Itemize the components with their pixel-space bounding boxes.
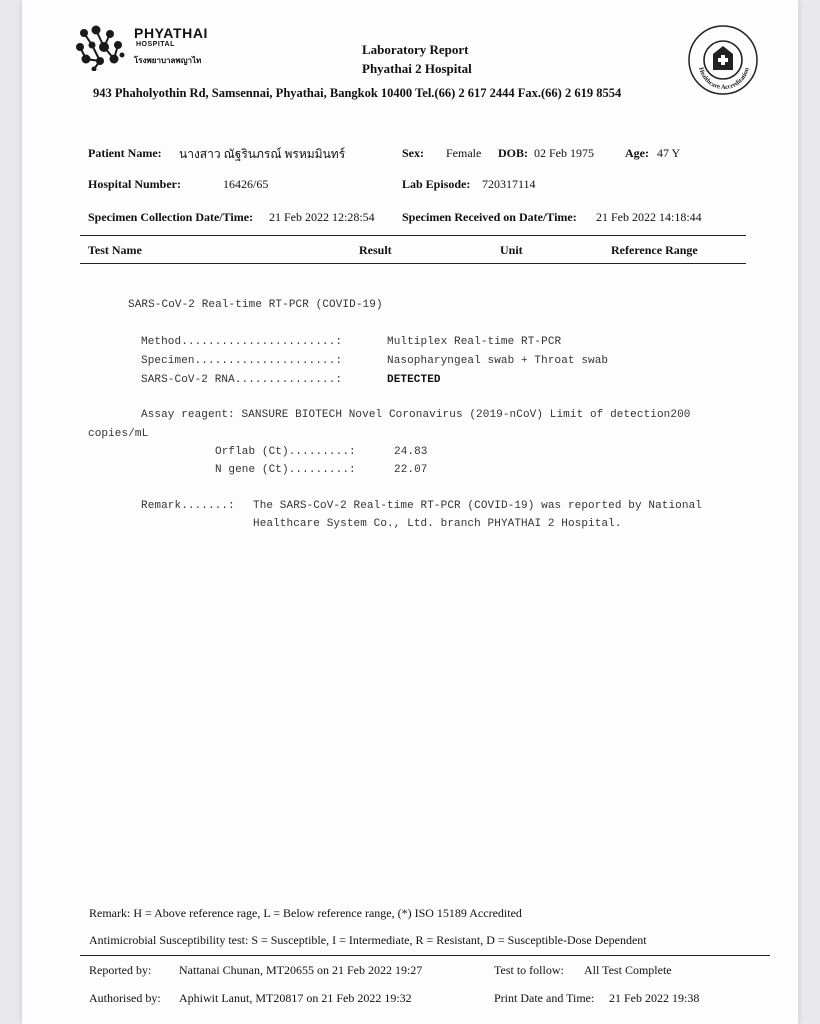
specimen-value: Nasopharyngeal swab + Throat swab <box>387 355 609 367</box>
result-remark-line-2: Healthcare System Co., Ltd. branch PHYATHAI 2 Hospital. <box>253 518 622 530</box>
brand-thai: โรงพยาบาลพญาไท <box>134 56 202 65</box>
hospital-address: 943 Phaholyothin Rd, Samsennai, Phyathai, Bangkok 10400 Tel.(66) 2 617 2444 Fax.(66) 2 619 8554 <box>93 86 622 100</box>
remark-note: Remark: H = Above reference rage, L = Below reference range, (*) ISO 15189 Accredited <box>89 906 522 920</box>
ngene-value: 22.07 <box>394 464 428 476</box>
received-label: Specimen Received on Date/Time: <box>402 210 577 224</box>
report-title: Laboratory Report <box>362 42 469 57</box>
reported-by-label: Reported by: <box>89 963 152 977</box>
hospital-number-label: Hospital Number: <box>88 177 181 191</box>
brand-name: PHYATHAI <box>134 25 209 41</box>
brand-sub: HOSPITAL <box>136 41 175 48</box>
dob-value: 02 Feb 1975 <box>534 146 594 160</box>
print-time-value: 21 Feb 2022 19:38 <box>609 991 700 1005</box>
col-test-name: Test Name <box>88 243 142 257</box>
patient-name-label: Patient Name: <box>88 146 162 160</box>
seal-text: Healthcare Accreditation <box>697 66 751 92</box>
method-value: Multiplex Real-time RT-PCR <box>387 336 562 348</box>
hospital-name: Phyathai 2 Hospital <box>362 61 472 76</box>
authorised-by-label: Authorised by: <box>89 991 161 1005</box>
result-remark-label: Remark.......: <box>141 500 235 512</box>
test-title: SARS-CoV-2 Real-time RT-PCR (COVID-19) <box>128 299 383 311</box>
header-bottom-rule <box>80 263 746 264</box>
lab-episode-value: 720317114 <box>482 177 536 191</box>
assay-line-2: copies/mL <box>88 428 149 440</box>
reported-by-value: Nattanai Chunan, MT20655 on 21 Feb 2022 19:27 <box>179 963 423 977</box>
sex-value: Female <box>446 146 482 160</box>
method-label: Method.......................: <box>141 336 343 348</box>
accreditation-seal <box>687 24 759 96</box>
rna-label: SARS-CoV-2 RNA...............: <box>141 374 343 386</box>
patient-name-value: นางสาว ณัฐรินภรณ์ พรหมมินทร์ <box>179 147 346 161</box>
collection-value: 21 Feb 2022 12:28:54 <box>269 210 375 224</box>
lab-episode-label: Lab Episode: <box>402 177 471 191</box>
header-top-rule <box>80 235 746 236</box>
ngene-label: N gene (Ct).........: <box>215 464 356 476</box>
print-time-label: Print Date and Time: <box>494 991 595 1005</box>
orflab-value: 24.83 <box>394 446 428 458</box>
assay-line-1: Assay reagent: SANSURE BIOTECH Novel Coronavirus (2019-nCoV) Limit of detection200 <box>141 409 691 421</box>
accreditation-seal-icon <box>687 24 759 96</box>
collection-label: Specimen Collection Date/Time: <box>88 210 254 224</box>
age-value: 47 Y <box>657 146 681 160</box>
antimicrobial-note: Antimicrobial Susceptibility test: S = Susceptible, I = Intermediate, R = Resistant, D = Susceptible-Dose Dependent <box>89 933 647 947</box>
hospital-logo <box>74 25 244 73</box>
col-reference: Reference Range <box>611 243 698 257</box>
rna-result: DETECTED <box>387 374 441 386</box>
sex-label: Sex: <box>402 146 424 160</box>
dob-label: DOB: <box>498 146 528 160</box>
col-unit: Unit <box>500 243 523 257</box>
result-remark-line-1: The SARS-CoV-2 Real-time RT-PCR (COVID-19) was reported by National <box>253 500 702 512</box>
test-to-follow-label: Test to follow: <box>494 963 564 977</box>
col-result: Result <box>359 243 392 257</box>
molecule-icon <box>74 25 128 71</box>
test-to-follow-value: All Test Complete <box>584 963 672 977</box>
hospital-number-value: 16426/65 <box>223 177 269 191</box>
orflab-label: Orflab (Ct).........: <box>215 446 356 458</box>
authorised-by-value: Aphiwit Lanut, MT20817 on 21 Feb 2022 19:32 <box>179 991 412 1005</box>
received-value: 21 Feb 2022 14:18:44 <box>596 210 702 224</box>
specimen-label: Specimen.....................: <box>141 355 343 367</box>
age-label: Age: <box>625 146 649 160</box>
footer-rule <box>80 955 770 956</box>
